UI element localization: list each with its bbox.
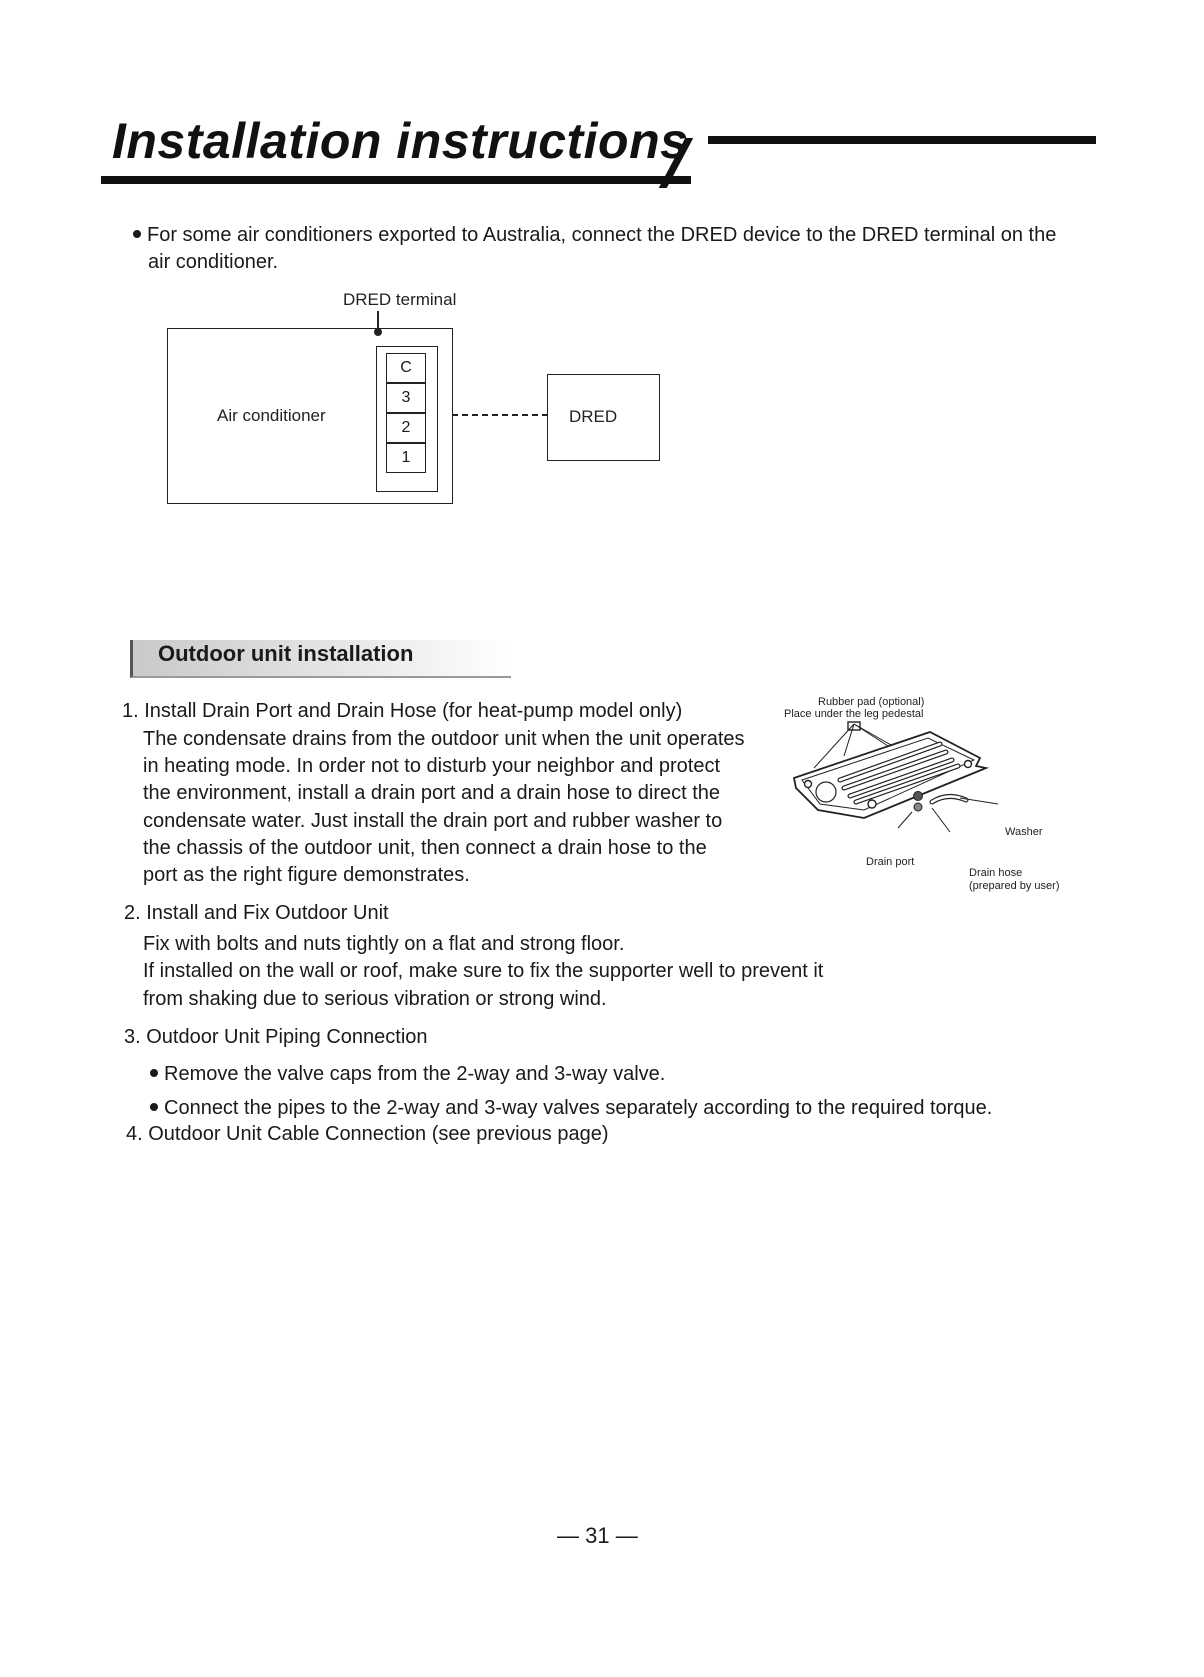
bullet-icon bbox=[133, 230, 141, 238]
washer-label: Washer bbox=[1005, 826, 1043, 838]
air-conditioner-label: Air conditioner bbox=[217, 406, 326, 425]
step-2-line-3: from shaking due to serious vibration or strong wind. bbox=[143, 988, 607, 1010]
step-1-line-1: The condensate drains from the outdoor unit when the unit operates bbox=[143, 728, 745, 750]
terminal-3: 3 bbox=[386, 383, 426, 413]
step-2-line-1: Fix with bolts and nuts tightly on a flat and strong floor. bbox=[143, 933, 625, 955]
header-rule-lower bbox=[101, 176, 691, 184]
page-title: Installation instructions bbox=[112, 113, 689, 169]
header-rule-upper bbox=[708, 136, 1096, 144]
step-3-bullet-2: Connect the pipes to the 2-way and 3-way valves separately according to the required torque. bbox=[150, 1095, 992, 1122]
intro-line-1: For some air conditioners exported to Australia, connect the DRED device to the DRED terminal on the bbox=[133, 222, 1056, 249]
dashed-connection-line bbox=[452, 414, 548, 416]
dred-terminal-label: DRED terminal bbox=[343, 290, 457, 309]
dred-device-label: DRED bbox=[569, 407, 618, 426]
step-1-title: 1. Install Drain Port and Drain Hose (for heat-pump model only) bbox=[122, 700, 683, 722]
step-2-line-2: If installed on the wall or roof, make sure to fix the supporter well to prevent it bbox=[143, 960, 824, 982]
drain-hose-label: Drain hose bbox=[969, 867, 1023, 879]
rubber-pad-note: Place under the leg pedestal bbox=[784, 708, 924, 720]
step-1-line-2: in heating mode. In order not to disturb your neighbor and protect bbox=[143, 755, 721, 777]
chassis-drawing bbox=[780, 718, 1080, 838]
step-1-line-6: port as the right figure demonstrates. bbox=[143, 864, 470, 886]
step-3-title: 3. Outdoor Unit Piping Connection bbox=[124, 1026, 428, 1048]
terminal-c: C bbox=[386, 353, 426, 383]
step-1-line-5: the chassis of the outdoor unit, then connect a drain hose to the bbox=[143, 837, 707, 859]
bullet-icon bbox=[150, 1069, 158, 1077]
section-heading: Outdoor unit installation bbox=[158, 641, 414, 666]
step-4-title: 4. Outdoor Unit Cable Connection (see previous page) bbox=[126, 1123, 609, 1145]
drain-hose-note: (prepared by user) bbox=[969, 880, 1060, 892]
step-1-line-4: condensate water. Just install the drain port and rubber washer to bbox=[143, 810, 723, 832]
drain-port-label: Drain port bbox=[866, 856, 915, 868]
terminal-2: 2 bbox=[386, 413, 426, 443]
step-1-line-3: the environment, install a drain port and a drain hose to direct the bbox=[143, 782, 721, 804]
terminal-1: 1 bbox=[386, 443, 426, 473]
bullet-icon bbox=[150, 1103, 158, 1111]
rubber-pad-label: Rubber pad (optional) bbox=[818, 696, 925, 708]
intro-line-2: air conditioner. bbox=[148, 251, 279, 273]
dred-diagram bbox=[160, 290, 680, 510]
step-3-bullet-1: Remove the valve caps from the 2-way and 3-way valve. bbox=[150, 1061, 665, 1088]
step-2-title: 2. Install and Fix Outdoor Unit bbox=[124, 902, 389, 924]
drain-figure bbox=[780, 694, 1080, 894]
page-number: — 31 — bbox=[557, 1523, 638, 1548]
